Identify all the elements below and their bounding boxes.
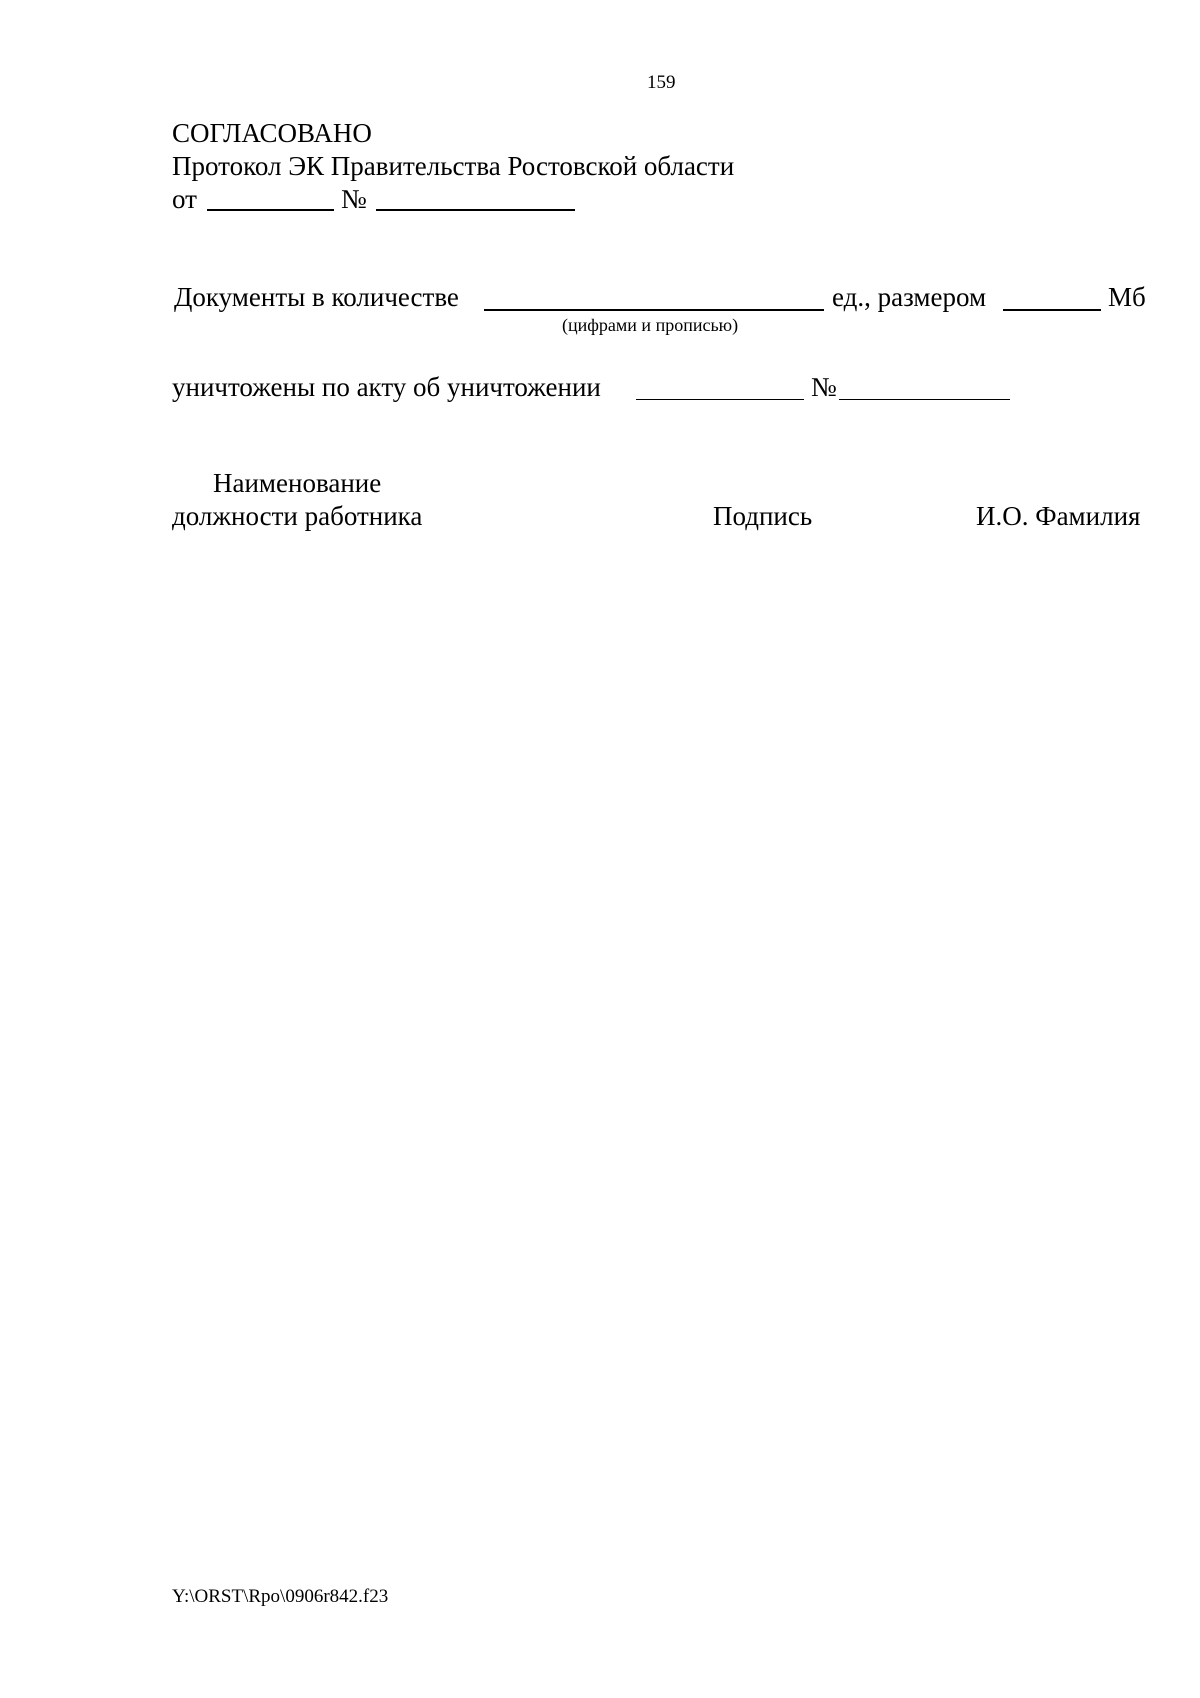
position-title-line1: Наименование [213, 468, 382, 498]
destroyed-number-blank[interactable] [839, 399, 1010, 400]
destroyed-number-sign: № [811, 372, 837, 402]
approval-from-label: от [172, 184, 197, 214]
documents-quantity-blank[interactable] [484, 309, 824, 311]
approval-number-blank[interactable] [376, 209, 575, 211]
destroyed-prefix: уничтожены по акту об уничтожении [172, 372, 601, 402]
footer-file-path: Y:\ORST\Rpo\0906r842.f23 [172, 1586, 389, 1607]
position-title-line2: должности работника [172, 501, 423, 531]
documents-size-blank[interactable] [1003, 309, 1101, 311]
approval-protocol: Протокол ЭК Правительства Ростовской области [172, 151, 735, 181]
approval-date-blank[interactable] [207, 209, 334, 211]
destroyed-act-blank[interactable] [636, 399, 804, 400]
documents-prefix: Документы в количестве [174, 282, 459, 312]
approval-heading: СОГЛАСОВАНО [172, 118, 372, 148]
approval-number-sign: № [341, 184, 367, 214]
documents-size-unit: Мб [1108, 282, 1146, 312]
signature-label: Подпись [713, 501, 813, 531]
documents-units-size: ед., размером [832, 282, 987, 312]
documents-hint: (цифрами и прописью) [562, 315, 739, 335]
page-number: 159 [647, 72, 676, 93]
full-name-label: И.О. Фамилия [976, 501, 1141, 531]
